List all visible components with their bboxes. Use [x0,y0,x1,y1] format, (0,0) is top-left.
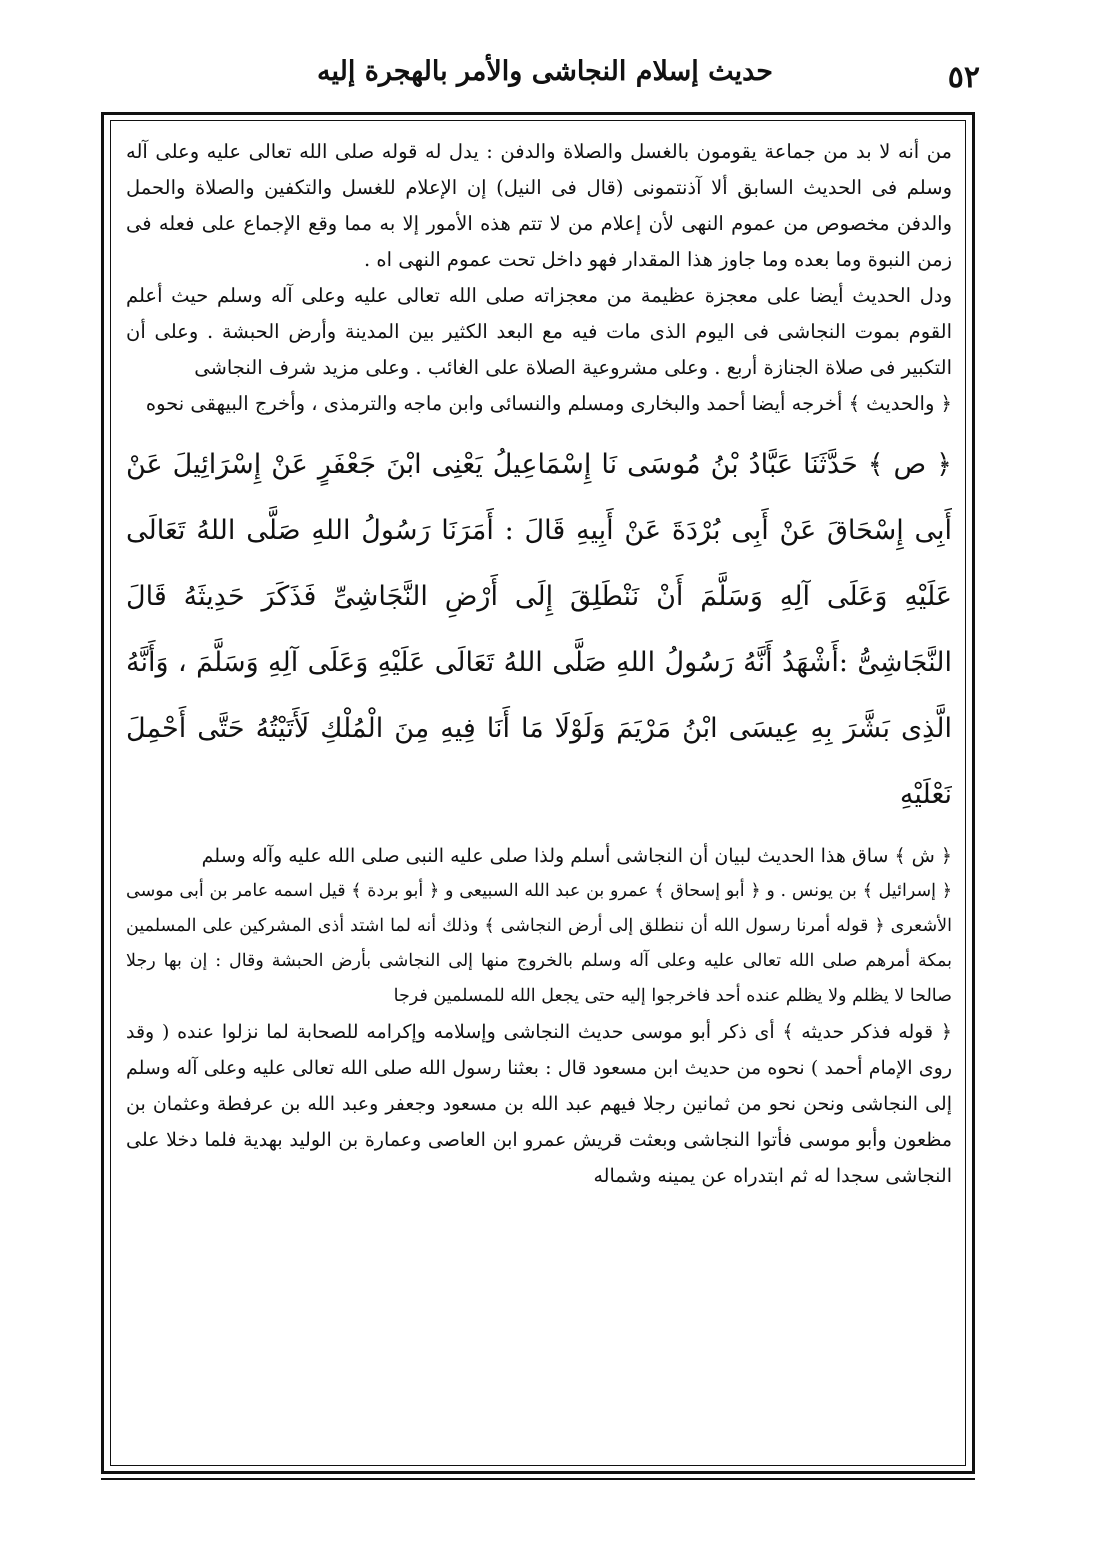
bottom-rule [101,1478,975,1480]
sharh-marker: ﴿ ش ﴾ [894,845,952,867]
page-number: ٥٢ [947,60,980,95]
page-header [110,56,980,102]
commentary-paragraph-6: ﴿ قوله فذكر حديثه ﴾ أى ذكر أبو موسى حديث النجاشى وإسلامه وإكرامه للصحابة لما نزلوا عنده ( وقد روى الإمام أحمد ) نحوه من حديث ابن مسعود قال : بعثنا رسول الله صلى الله تعالى عليه وعلى آله وسلم إلى النجاشى ونحن نحو من ثمانين رجلا فيهم عبد الله بن مسعود وجعفر وعبد الله بن عرفطة وعثمان بن مظعون وأبو موسى فأتوا النجاشى وبعثت قريش عمرو ابن العاصى وعمارة بن الوليد بهدية فلما دخلا على النجاشى سجدا له ثم ابتدراه عن يمينه وشماله [126,1021,952,1187]
narrators-paragraph: ﴿ إسرائيل ﴾ بن يونس . و ﴿ أبو إسحاق ﴾ عمرو بن عبد الله السبيعى و ﴿ أبو بردة ﴾ قيل اسمه عامر بن أبى موسى الأشعرى ﴿ قوله أمرنا رسول الله أن ننطلق إلى أرض النجاشى ﴾ وذلك أنه لما اشتد أذى المشركين على المسلمين بمكة أمرهم صلى الله تعالى عليه وعلى آله وسلم بالخروج منها إلى النجاشى بأرض الحبشة وقال : إن بها رجلا صالحا لا يظلم ولا يظلم عنده أحد فاخرجوا إليه حتى يجعل الله للمسلمين فرجا [126,881,952,1006]
commentary-paragraph-3 [126,386,952,422]
hadith-reference-text: أخرجه أيضا أحمد والبخارى ومسلم والنسائى وابن ماجه والترمذى ، وأخرج البيهقى نحوه [145,392,843,415]
commentary-paragraph-2: ودل الحديث أيضا على معجزة عظيمة من معجزاته صلى الله تعالى عليه وعلى آله وسلم حيث أعلم القوم بموت النجاشى فى اليوم الذى مات فيه مع البعد الكثير بين المدينة وأرض الحبشة . وعلى أن التكبير فى صلاة الجنازة أربع . وعلى مشروعية الصلاة على الغائب . وعلى مزيد شرف النجاشى [126,284,952,379]
matn-marker: ﴿ ص ﴾ [867,449,952,480]
matn-body: حَدَّثَنَا عَبَّادُ بْنُ مُوسَى نَا إِسْمَاعِيلُ يَعْنِى ابْنَ جَعْفَرٍ عَنْ إِسْرَائِيلَ عَنْ أَبِى إِسْحَاقَ عَنْ أَبِى بُرْدَةَ عَنْ أَبِيهِ قَالَ : أَمَرَنَا رَسُولُ اللهِ صَلَّى اللهُ تَعَالَى عَلَيْهِ وَعَلَى آلِهِ وَسَلَّمَ أَنْ نَنْطَلِقَ إِلَى أَرْضِ النَّجَاشِىِّ فَذَكَرَ حَدِيثَهُ قَالَ النَّجَاشِىُّ :أَشْهَدُ أَنَّهُ رَسُولُ اللهِ صَلَّى اللهُ تَعَالَى عَلَيْهِ وَعَلَى آلِهِ وَسَلَّمَ ، وَأَنَّهُ الَّذِى بَشَّرَ بِهِ عِيسَى ابْنُ مَرْيَمَ وَلَوْلَا مَا أَنَا فِيهِ مِنَ الْمُلْكِ لَأَتَيْتُهُ حَتَّى أَحْمِلَ نَعْلَيْهِ [126,449,952,810]
running-title: حديث إسلام النجاشى والأمر بالهجرة إليه [316,56,774,87]
page-content [126,134,952,1464]
hadith-text [126,432,952,828]
commentary-paragraph-1: من أنه لا بد من جماعة يقومون بالغسل والصلاة والدفن : يدل له قوله صلى الله تعالى عليه وعلى آله وسلم فى الحديث السابق ألا آذنتمونى (قال فى النيل) إن الإعلام للغسل والتكفين والصلاة والحمل والدفن مخصوص من عموم النهى لأن إعلام من لا تتم هذه الأمور إلا به مما وقع الإجماع على فعله فى زمن النبوة وما بعده وما جاوز هذا المقدار فهو داخل تحت عموم النهى اه . [126,140,952,271]
sharh-paragraph [126,838,952,874]
sharh-body: ساق هذا الحديث لبيان أن النجاشى أسلم ولذا صلى عليه النبى صلى الله عليه وآله وسلم [201,845,889,867]
hadith-reference-marker: ﴿ والحديث ﴾ [848,392,952,415]
